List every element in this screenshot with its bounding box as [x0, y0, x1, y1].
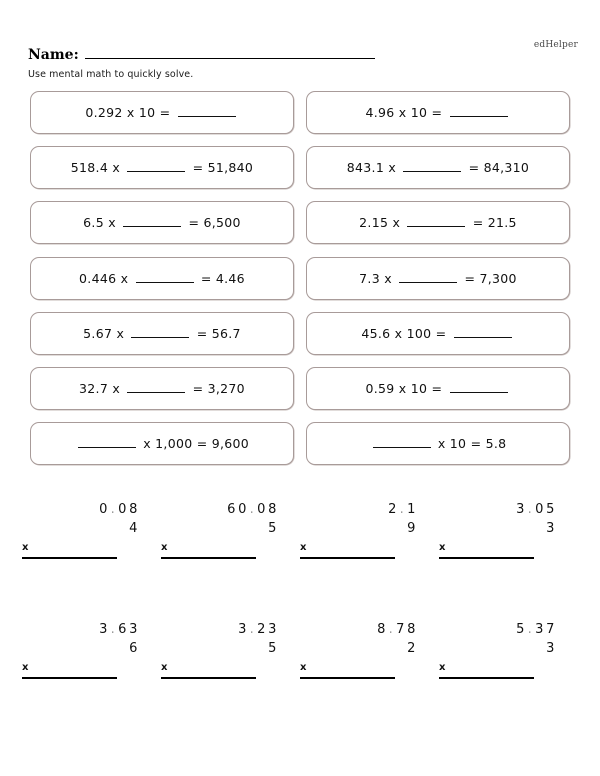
multiplicand: 3 . 6 3: [99, 622, 138, 637]
answer-blank[interactable]: [407, 216, 465, 227]
expression-prefix: 7.3 x: [359, 270, 397, 286]
mental-math-problem[interactable]: [306, 312, 570, 355]
mental-math-row: [30, 146, 570, 189]
expression-prefix: 0.59 x 10 =: [365, 380, 447, 396]
answer-rule-line: [22, 557, 117, 559]
expression-prefix: 518.4 x: [70, 160, 125, 176]
expression-prefix: 6.5 x: [83, 215, 121, 231]
expression-prefix: 0.446 x: [79, 270, 133, 286]
multiplication-operator: x: [439, 662, 446, 673]
answer-rule-line: [439, 557, 534, 559]
multiplicand: 3 . 0 5: [516, 502, 555, 517]
problem-expression: [361, 326, 514, 341]
multiplicand: 5 . 3 7: [516, 622, 555, 637]
mental-math-problem[interactable]: [30, 146, 294, 189]
column-multiplication-problem[interactable]: [22, 620, 161, 677]
multiplier: 6: [129, 641, 138, 656]
expression-prefix: 4.96 x 10 =: [365, 105, 447, 120]
answer-blank[interactable]: [78, 437, 136, 448]
answer-blank[interactable]: [450, 382, 508, 393]
answer-blank[interactable]: [373, 437, 431, 448]
answer-blank[interactable]: [399, 272, 457, 283]
operator-and-rule: [439, 658, 556, 677]
answer-rule-line: [300, 677, 395, 679]
mental-math-row: [30, 91, 570, 134]
answer-blank[interactable]: [127, 161, 185, 172]
mental-math-row: [30, 312, 570, 355]
problem-expression: [75, 436, 249, 451]
column-multiplication-problem[interactable]: [439, 620, 578, 677]
expression-prefix: 843.1 x: [346, 160, 401, 176]
multiplication-operator: x: [300, 662, 307, 673]
operator-and-rule: [300, 658, 417, 677]
problem-expression: [85, 105, 238, 120]
column-multiplication-problem[interactable]: [439, 500, 578, 557]
answer-rule-line: [22, 677, 117, 679]
mental-math-problem[interactable]: [306, 201, 570, 244]
problem-expression: [71, 160, 253, 175]
multiplicand: 2 . 1: [388, 502, 416, 517]
expression-prefix: 0.292 x 10 =: [85, 105, 175, 120]
problem-expression: [79, 381, 245, 396]
column-problems-row-2: [22, 620, 578, 677]
mental-math-problem[interactable]: [306, 257, 570, 300]
answer-rule-line: [161, 557, 256, 559]
mental-math-problem[interactable]: [30, 201, 294, 244]
expression-prefix: 5.67 x: [83, 325, 129, 341]
operator-and-rule: [22, 658, 139, 677]
operator-and-rule: [300, 538, 417, 557]
expression-suffix: = 6,500: [184, 215, 241, 231]
name-input-line[interactable]: [85, 57, 375, 59]
column-multiplication-problem[interactable]: [161, 620, 300, 677]
edhelper-logo: edHelper: [533, 40, 578, 50]
mental-math-row: [30, 422, 570, 465]
answer-blank[interactable]: [178, 106, 236, 117]
multiplicand: 3 . 2 3: [238, 622, 277, 637]
multiplication-operator: x: [22, 662, 29, 673]
expression-suffix: x 10 = 5.8: [433, 436, 507, 452]
column-multiplication-problem[interactable]: [300, 620, 439, 677]
column-problems-row-1: [22, 500, 578, 557]
multiplication-operator: x: [161, 542, 168, 553]
column-multiplication-problem[interactable]: [300, 500, 439, 557]
problem-expression: [79, 271, 245, 286]
problem-expression: [347, 160, 529, 175]
expression-suffix: = 4.46: [196, 270, 245, 286]
mental-math-problem[interactable]: [306, 367, 570, 410]
problem-expression: [365, 381, 510, 396]
instructions-text: Use mental math to quickly solve.: [28, 69, 194, 80]
expression-suffix: = 56.7: [192, 325, 241, 341]
problem-expression: [359, 271, 517, 286]
mental-math-problem[interactable]: [306, 422, 570, 465]
multiplication-operator: x: [22, 542, 29, 553]
multiplier: 3: [546, 521, 555, 536]
answer-blank[interactable]: [127, 382, 185, 393]
answer-rule-line: [161, 677, 256, 679]
expression-suffix: x 1,000 = 9,600: [138, 436, 250, 452]
answer-rule-line: [300, 557, 395, 559]
multiplier: 2: [407, 641, 416, 656]
answer-blank[interactable]: [454, 327, 512, 338]
answer-blank[interactable]: [450, 106, 508, 117]
mental-math-problem[interactable]: [30, 257, 294, 300]
expression-suffix: = 51,840: [188, 160, 254, 176]
expression-prefix: 32.7 x: [79, 380, 125, 396]
multiplication-operator: x: [161, 662, 168, 673]
expression-suffix: = 21.5: [468, 215, 517, 231]
mental-math-problem[interactable]: [306, 91, 570, 134]
multiplier: 4: [129, 521, 138, 536]
mental-math-problem[interactable]: [306, 146, 570, 189]
answer-blank[interactable]: [123, 216, 181, 227]
problem-expression: [370, 436, 507, 451]
expression-suffix: = 3,270: [188, 380, 245, 396]
mental-math-section: [30, 91, 570, 477]
operator-and-rule: [161, 658, 278, 677]
expression-suffix: = 84,310: [464, 160, 530, 176]
name-field-row: [28, 48, 375, 62]
expression-prefix: 2.15 x: [359, 215, 405, 231]
problem-expression: [83, 326, 241, 341]
multiplicand: 6 0 . 0 8: [227, 502, 277, 517]
answer-rule-line: [439, 677, 534, 679]
mental-math-problem[interactable]: [30, 422, 294, 465]
operator-and-rule: [161, 538, 278, 557]
mental-math-problem[interactable]: [30, 367, 294, 410]
multiplier: 9: [407, 521, 416, 536]
multiplication-operator: x: [300, 542, 307, 553]
multiplicand: 8 . 7 8: [377, 622, 416, 637]
mental-math-row: [30, 257, 570, 300]
multiplier: 3: [546, 641, 555, 656]
problem-expression: [83, 215, 241, 230]
operator-and-rule: [22, 538, 139, 557]
problem-expression: [365, 105, 510, 120]
expression-suffix: = 7,300: [460, 270, 517, 286]
column-multiplication-problem[interactable]: [161, 500, 300, 557]
name-label: Name:: [28, 47, 79, 63]
mental-math-row: [30, 367, 570, 410]
expression-prefix: 45.6 x 100 =: [361, 325, 451, 341]
mental-math-problem[interactable]: [30, 91, 294, 134]
operator-and-rule: [439, 538, 556, 557]
multiplier: 5: [268, 521, 277, 536]
mental-math-row: [30, 201, 570, 244]
problem-expression: [359, 215, 517, 230]
answer-blank[interactable]: [136, 272, 194, 283]
answer-blank[interactable]: [403, 161, 461, 172]
mental-math-problem[interactable]: [30, 312, 294, 355]
multiplier: 5: [268, 641, 277, 656]
column-multiplication-problem[interactable]: [22, 500, 161, 557]
multiplication-operator: x: [439, 542, 446, 553]
multiplicand: 0 . 0 8: [99, 502, 138, 517]
answer-blank[interactable]: [131, 327, 189, 338]
